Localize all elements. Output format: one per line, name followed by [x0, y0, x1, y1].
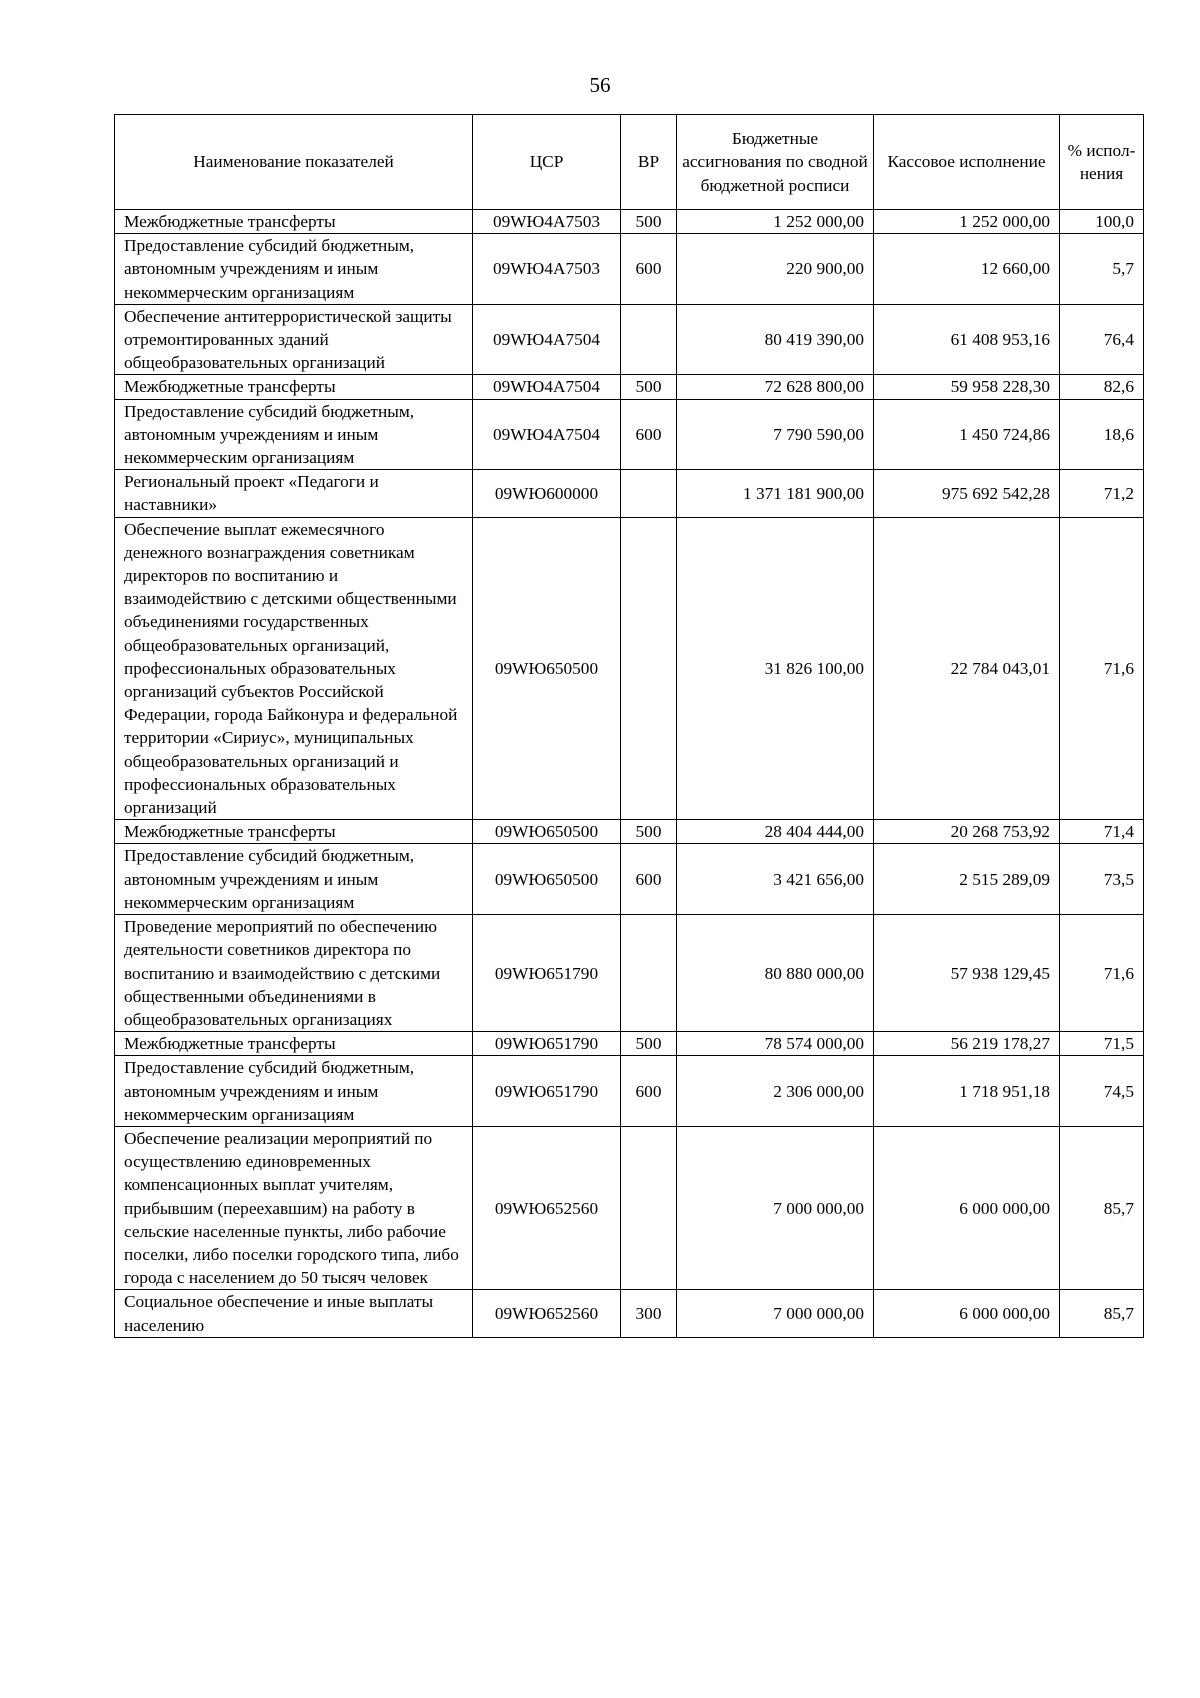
cell-percent: 100,0 [1060, 210, 1144, 234]
cell-name: Межбюджетные трансферты [115, 1032, 473, 1056]
cell-name: Предоставление субсидий бюджетным, автономным учреждениям и иным некоммерческим организациям [115, 399, 473, 470]
cell-budget: 1 252 000,00 [677, 210, 874, 234]
cell-budget: 220 900,00 [677, 234, 874, 305]
cell-budget: 80 880 000,00 [677, 915, 874, 1032]
cell-cash: 22 784 043,01 [874, 517, 1060, 820]
cell-cash: 6 000 000,00 [874, 1290, 1060, 1337]
table-row [115, 1032, 1144, 1056]
cell-cash: 2 515 289,09 [874, 844, 1060, 915]
header-percent: % испол-нения [1060, 115, 1144, 210]
table-row [115, 915, 1144, 1032]
cell-cash: 975 692 542,28 [874, 470, 1060, 517]
cell-csr: 09WЮ600000 [473, 470, 621, 517]
cell-percent: 71,6 [1060, 915, 1144, 1032]
cell-vr [621, 1126, 677, 1289]
cell-vr: 500 [621, 375, 677, 399]
cell-cash: 1 718 951,18 [874, 1056, 1060, 1127]
cell-budget: 31 826 100,00 [677, 517, 874, 820]
cell-csr: 09WЮ4А7504 [473, 399, 621, 470]
cell-csr: 09WЮ4А7503 [473, 210, 621, 234]
cell-percent: 85,7 [1060, 1290, 1144, 1337]
cell-csr: 09WЮ650500 [473, 844, 621, 915]
cell-csr: 09WЮ652560 [473, 1290, 621, 1337]
cell-cash: 57 938 129,45 [874, 915, 1060, 1032]
cell-budget: 7 790 590,00 [677, 399, 874, 470]
cell-vr [621, 304, 677, 375]
cell-vr: 600 [621, 399, 677, 470]
cell-name: Предоставление субсидий бюджетным, автономным учреждениям и иным некоммерческим организациям [115, 1056, 473, 1127]
cell-vr: 600 [621, 844, 677, 915]
header-name: Наименование показателей [115, 115, 473, 210]
cell-cash: 6 000 000,00 [874, 1126, 1060, 1289]
cell-name: Межбюджетные трансферты [115, 820, 473, 844]
cell-budget: 72 628 800,00 [677, 375, 874, 399]
cell-budget: 28 404 444,00 [677, 820, 874, 844]
cell-name: Межбюджетные трансферты [115, 375, 473, 399]
header-csr: ЦСР [473, 115, 621, 210]
cell-budget: 1 371 181 900,00 [677, 470, 874, 517]
table-row [115, 234, 1144, 305]
cell-csr: 09WЮ652560 [473, 1126, 621, 1289]
cell-csr: 09WЮ4А7504 [473, 304, 621, 375]
cell-csr: 09WЮ651790 [473, 1056, 621, 1127]
cell-name: Межбюджетные трансферты [115, 210, 473, 234]
cell-percent: 71,4 [1060, 820, 1144, 844]
cell-vr [621, 517, 677, 820]
table-row [115, 210, 1144, 234]
cell-csr: 09WЮ650500 [473, 517, 621, 820]
cell-percent: 85,7 [1060, 1126, 1144, 1289]
header-vr: ВР [621, 115, 677, 210]
cell-cash: 59 958 228,30 [874, 375, 1060, 399]
table-row [115, 517, 1144, 820]
cell-budget: 7 000 000,00 [677, 1126, 874, 1289]
cell-percent: 5,7 [1060, 234, 1144, 305]
table-row [115, 820, 1144, 844]
table-row [115, 1126, 1144, 1289]
cell-vr: 500 [621, 210, 677, 234]
table-row [115, 844, 1144, 915]
cell-percent: 76,4 [1060, 304, 1144, 375]
table-row [115, 1056, 1144, 1127]
cell-name: Предоставление субсидий бюджетным, автономным учреждениям и иным некоммерческим организациям [115, 234, 473, 305]
cell-budget: 2 306 000,00 [677, 1056, 874, 1127]
table-row [115, 304, 1144, 375]
cell-percent: 82,6 [1060, 375, 1144, 399]
cell-name: Социальное обеспечение и иные выплаты населению [115, 1290, 473, 1337]
cell-percent: 71,2 [1060, 470, 1144, 517]
cell-vr: 300 [621, 1290, 677, 1337]
table-row [115, 1290, 1144, 1337]
cell-name: Предоставление субсидий бюджетным, автономным учреждениям и иным некоммерческим организациям [115, 844, 473, 915]
cell-csr: 09WЮ4А7504 [473, 375, 621, 399]
cell-percent: 71,6 [1060, 517, 1144, 820]
cell-budget: 7 000 000,00 [677, 1290, 874, 1337]
cell-cash: 12 660,00 [874, 234, 1060, 305]
table-row [115, 470, 1144, 517]
cell-name: Региональный проект «Педагоги и наставники» [115, 470, 473, 517]
cell-cash: 1 252 000,00 [874, 210, 1060, 234]
cell-percent: 74,5 [1060, 1056, 1144, 1127]
cell-vr: 600 [621, 1056, 677, 1127]
cell-budget: 78 574 000,00 [677, 1032, 874, 1056]
cell-percent: 73,5 [1060, 844, 1144, 915]
cell-vr: 500 [621, 1032, 677, 1056]
table-row [115, 375, 1144, 399]
budget-execution-table [114, 114, 1144, 1338]
cell-name: Обеспечение выплат ежемесячного денежного вознаграждения советникам директоров по воспитанию и взаимодействию с детскими общественными объединениями государственных общеобразовательных организаций, профессиональных образовательных организаций субъектов Российской Федерации, города Байконура и федеральной территории «Сириус», муниципальных общеобразовательных организаций и профессиональных образовательных организаций [115, 517, 473, 820]
cell-vr: 600 [621, 234, 677, 305]
cell-vr: 500 [621, 820, 677, 844]
cell-percent: 18,6 [1060, 399, 1144, 470]
cell-vr [621, 470, 677, 517]
cell-percent: 71,5 [1060, 1032, 1144, 1056]
cell-name: Обеспечение антитеррористической защиты отремонтированных зданий общеобразовательных организаций [115, 304, 473, 375]
page-number: 56 [589, 73, 611, 97]
cell-csr: 09WЮ651790 [473, 915, 621, 1032]
cell-budget: 3 421 656,00 [677, 844, 874, 915]
cell-csr: 09WЮ651790 [473, 1032, 621, 1056]
cell-name: Обеспечение реализации мероприятий по осуществлению единовременных компенсационных выплат учителям, прибывшим (переехавшим) на работу в сельские населенные пункты, либо рабочие поселки, либо поселки городского типа, либо города с населением до 50 тысяч человек [115, 1126, 473, 1289]
header-budget: Бюджетные ассигнования по сводной бюджетной росписи [677, 115, 874, 210]
table-row [115, 399, 1144, 470]
table-header-row [115, 115, 1144, 210]
cell-budget: 80 419 390,00 [677, 304, 874, 375]
cell-cash: 20 268 753,92 [874, 820, 1060, 844]
cell-cash: 56 219 178,27 [874, 1032, 1060, 1056]
cell-csr: 09WЮ650500 [473, 820, 621, 844]
cell-vr [621, 915, 677, 1032]
cell-csr: 09WЮ4А7503 [473, 234, 621, 305]
cell-cash: 1 450 724,86 [874, 399, 1060, 470]
header-cash: Кассовое исполнение [874, 115, 1060, 210]
cell-cash: 61 408 953,16 [874, 304, 1060, 375]
cell-name: Проведение мероприятий по обеспечению деятельности советников директора по воспитанию и взаимодействию с детскими общественными объединениями в общеобразовательных организациях [115, 915, 473, 1032]
